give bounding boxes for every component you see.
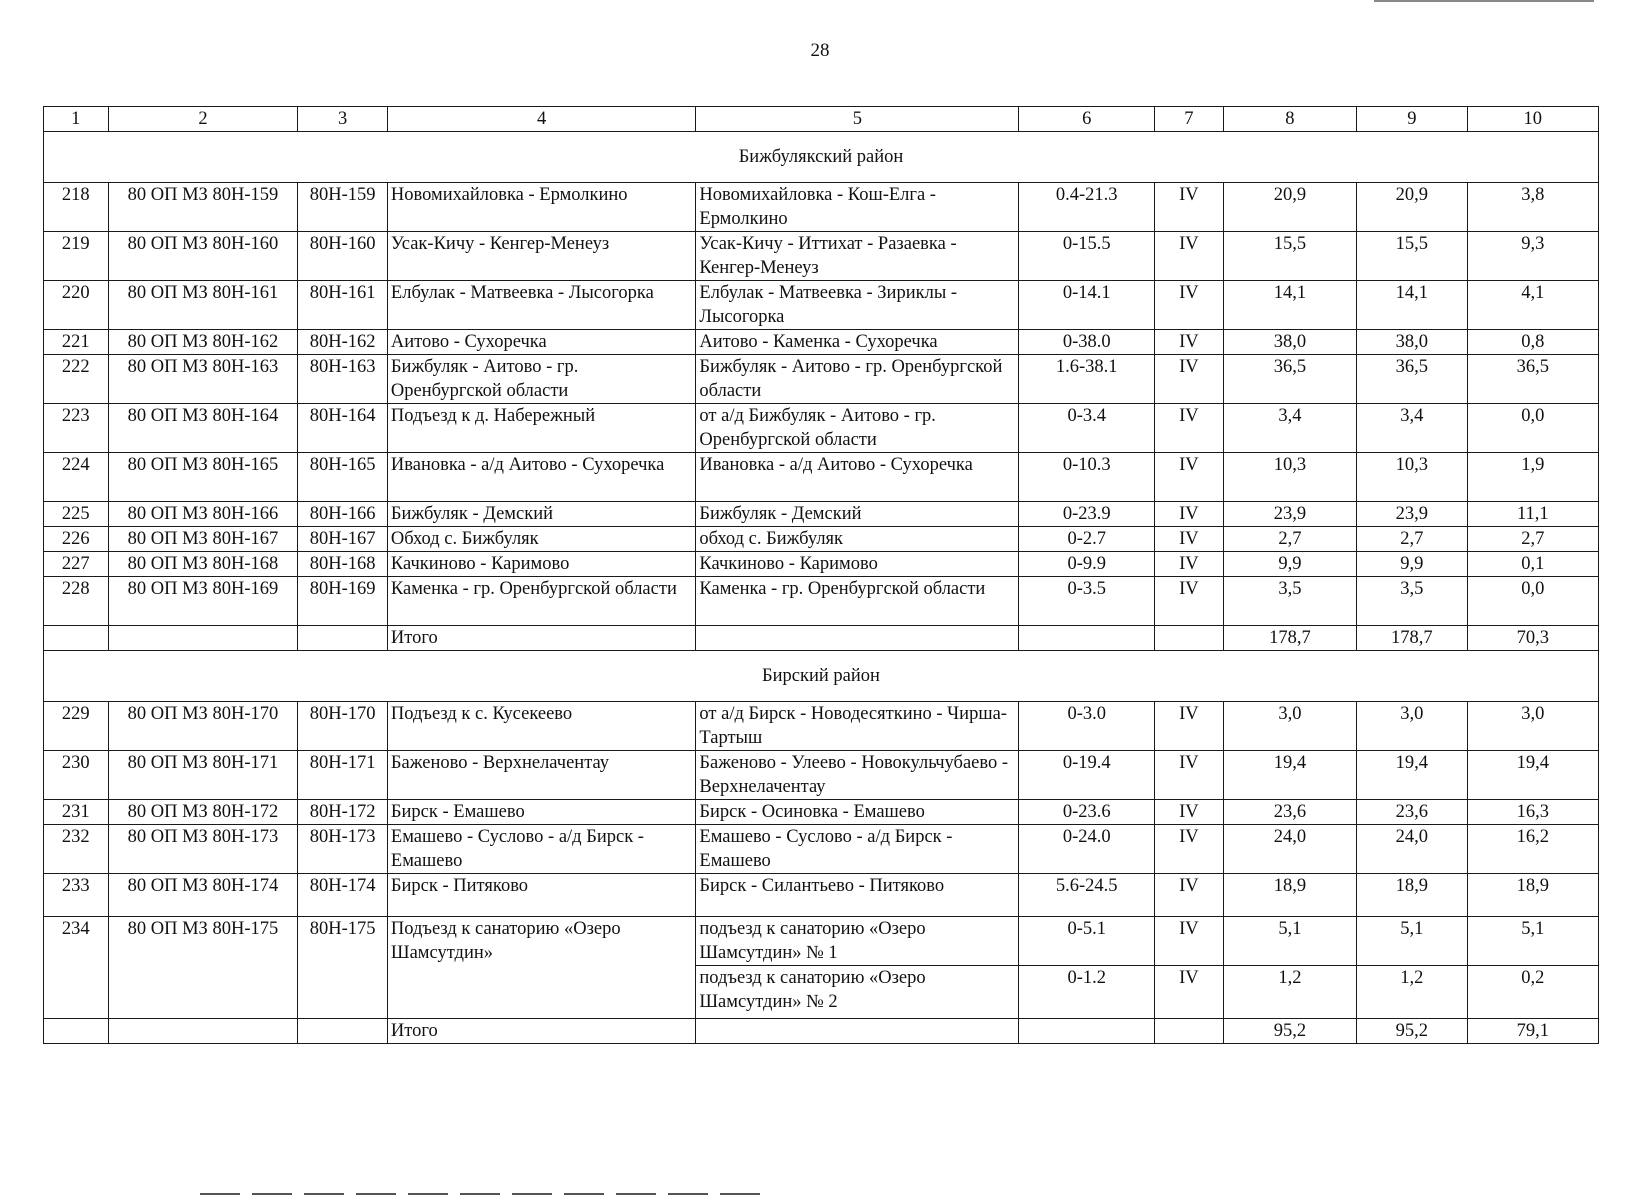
road-name: Качкиново - Каримово	[387, 552, 695, 577]
road-km-range: 0-3.5	[1019, 577, 1154, 626]
length-col-10: 9,3	[1467, 232, 1598, 281]
length-col-8: 3,0	[1223, 702, 1356, 751]
road-code: 80Н-160	[298, 232, 388, 281]
road-id: 80 ОП МЗ 80Н-165	[108, 453, 298, 502]
length-col-8: 2,7	[1223, 527, 1356, 552]
road-category: IV	[1154, 702, 1223, 751]
road-code: 80Н-159	[298, 183, 388, 232]
table-row	[44, 232, 1599, 281]
empty-cell	[696, 626, 1019, 651]
row-number: 232	[44, 825, 109, 874]
district-header-row	[44, 651, 1599, 702]
length-col-10: 19,4	[1467, 751, 1598, 800]
road-name: Бирск - Питяково	[387, 874, 695, 917]
length-col-8: 38,0	[1223, 330, 1356, 355]
road-km-range: 0-10.3	[1019, 453, 1154, 502]
table-row	[44, 281, 1599, 330]
road-code: 80Н-169	[298, 577, 388, 626]
length-col-10: 0,8	[1467, 330, 1598, 355]
road-route: Усак-Кичу - Иттихат - Разаевка - Кенгер-Менеуз	[696, 232, 1019, 281]
row-number: 219	[44, 232, 109, 281]
road-id: 80 ОП МЗ 80Н-174	[108, 874, 298, 917]
page-number: 28	[810, 40, 830, 61]
road-code: 80Н-161	[298, 281, 388, 330]
road-category: IV	[1154, 355, 1223, 404]
table-body	[44, 107, 1599, 1044]
column-number-cell: 5	[696, 107, 1019, 132]
road-route: Аитово - Каменка - Сухоречка	[696, 330, 1019, 355]
empty-cell	[696, 1019, 1019, 1044]
length-col-8: 1,2	[1223, 966, 1356, 1019]
road-km-range: 0-3.4	[1019, 404, 1154, 453]
road-km-range: 0-24.0	[1019, 825, 1154, 874]
road-km-range: 5.6-24.5	[1019, 874, 1154, 917]
road-code: 80Н-163	[298, 355, 388, 404]
road-code: 80Н-174	[298, 874, 388, 917]
row-number: 228	[44, 577, 109, 626]
road-route: Бижбуляк - Аитово - гр. Оренбургской области	[696, 355, 1019, 404]
empty-cell	[108, 1019, 298, 1044]
empty-cell	[108, 626, 298, 651]
length-col-10: 0,0	[1467, 577, 1598, 626]
empty-cell	[44, 1019, 109, 1044]
road-code: 80Н-171	[298, 751, 388, 800]
length-col-10: 0,1	[1467, 552, 1598, 577]
length-col-8: 3,4	[1223, 404, 1356, 453]
road-route: от а/д Бирск - Новодесяткино - Чирша-Тартыш	[696, 702, 1019, 751]
road-route: Баженово - Улеево - Новокульчубаево - Верхнелачентау	[696, 751, 1019, 800]
length-col-9: 20,9	[1357, 183, 1467, 232]
table-row	[44, 404, 1599, 453]
length-col-10: 0,0	[1467, 404, 1598, 453]
length-col-8: 10,3	[1223, 453, 1356, 502]
length-col-9: 19,4	[1357, 751, 1467, 800]
length-col-9: 3,5	[1357, 577, 1467, 626]
road-category: IV	[1154, 751, 1223, 800]
road-route: Бижбуляк - Демский	[696, 502, 1019, 527]
road-id: 80 ОП МЗ 80Н-175	[108, 917, 298, 1019]
row-number: 234	[44, 917, 109, 1019]
road-code: 80Н-165	[298, 453, 388, 502]
road-code: 80Н-175	[298, 917, 388, 1019]
table-row	[44, 874, 1599, 917]
road-km-range: 0-1.2	[1019, 966, 1154, 1019]
length-col-8: 20,9	[1223, 183, 1356, 232]
column-number-cell: 6	[1019, 107, 1154, 132]
length-col-9: 23,6	[1357, 800, 1467, 825]
road-name: Аитово - Сухоречка	[387, 330, 695, 355]
total-label: Итого	[387, 626, 695, 651]
road-category: IV	[1154, 527, 1223, 552]
column-number-cell: 2	[108, 107, 298, 132]
road-km-range: 0-15.5	[1019, 232, 1154, 281]
row-number: 233	[44, 874, 109, 917]
length-col-8: 23,9	[1223, 502, 1356, 527]
road-category: IV	[1154, 453, 1223, 502]
row-number: 227	[44, 552, 109, 577]
road-code: 80Н-166	[298, 502, 388, 527]
length-col-8: 24,0	[1223, 825, 1356, 874]
road-name: Обход с. Бижбуляк	[387, 527, 695, 552]
length-col-9: 23,9	[1357, 502, 1467, 527]
road-category: IV	[1154, 183, 1223, 232]
length-col-8: 19,4	[1223, 751, 1356, 800]
length-col-9: 14,1	[1357, 281, 1467, 330]
length-col-10: 5,1	[1467, 917, 1598, 966]
road-name: Подъезд к санаторию «Озеро Шамсутдин»	[387, 917, 695, 1019]
total-row	[44, 1019, 1599, 1044]
road-name: Ивановка - а/д Аитово - Сухоречка	[387, 453, 695, 502]
road-id: 80 ОП МЗ 80Н-162	[108, 330, 298, 355]
road-category: IV	[1154, 552, 1223, 577]
road-id: 80 ОП МЗ 80Н-167	[108, 527, 298, 552]
road-km-range: 0-9.9	[1019, 552, 1154, 577]
total-col-8: 178,7	[1223, 626, 1356, 651]
road-id: 80 ОП МЗ 80Н-163	[108, 355, 298, 404]
road-id: 80 ОП МЗ 80Н-168	[108, 552, 298, 577]
road-category: IV	[1154, 577, 1223, 626]
road-category: IV	[1154, 874, 1223, 917]
column-number-cell: 7	[1154, 107, 1223, 132]
column-number-cell: 4	[387, 107, 695, 132]
column-number-row	[44, 107, 1599, 132]
row-number: 229	[44, 702, 109, 751]
length-col-10: 18,9	[1467, 874, 1598, 917]
length-col-8: 36,5	[1223, 355, 1356, 404]
road-km-range: 0.4-21.3	[1019, 183, 1154, 232]
length-col-10: 16,3	[1467, 800, 1598, 825]
road-route: подъезд к санаторию «Озеро Шамсутдин» № 2	[696, 966, 1019, 1019]
table-row	[44, 800, 1599, 825]
table-row	[44, 453, 1599, 502]
road-id: 80 ОП МЗ 80Н-169	[108, 577, 298, 626]
length-col-9: 38,0	[1357, 330, 1467, 355]
length-col-9: 24,0	[1357, 825, 1467, 874]
length-col-9: 5,1	[1357, 917, 1467, 966]
road-category: IV	[1154, 966, 1223, 1019]
length-col-10: 1,9	[1467, 453, 1598, 502]
length-col-9: 3,0	[1357, 702, 1467, 751]
row-number: 230	[44, 751, 109, 800]
road-route: Емашево - Суслово - а/д Бирск - Емашево	[696, 825, 1019, 874]
road-name: Подъезд к д. Набережный	[387, 404, 695, 453]
length-col-9: 36,5	[1357, 355, 1467, 404]
empty-cell	[44, 626, 109, 651]
district-name: Бирский район	[44, 651, 1599, 702]
row-number: 224	[44, 453, 109, 502]
row-number: 225	[44, 502, 109, 527]
length-col-8: 15,5	[1223, 232, 1356, 281]
road-category: IV	[1154, 502, 1223, 527]
length-col-9: 2,7	[1357, 527, 1467, 552]
road-category: IV	[1154, 917, 1223, 966]
road-category: IV	[1154, 232, 1223, 281]
empty-cell	[298, 626, 388, 651]
road-code: 80Н-173	[298, 825, 388, 874]
total-col-10: 70,3	[1467, 626, 1598, 651]
road-name: Бижбуляк - Аитово - гр. Оренбургской области	[387, 355, 695, 404]
length-col-10: 3,8	[1467, 183, 1598, 232]
road-name: Баженово - Верхнелачентау	[387, 751, 695, 800]
table-row	[44, 527, 1599, 552]
table-row	[44, 552, 1599, 577]
row-number: 221	[44, 330, 109, 355]
length-col-10: 16,2	[1467, 825, 1598, 874]
road-code: 80Н-168	[298, 552, 388, 577]
total-label: Итого	[387, 1019, 695, 1044]
road-route: от а/д Бижбуляк - Аитово - гр. Оренбургской области	[696, 404, 1019, 453]
road-name: Емашево - Суслово - а/д Бирск - Емашево	[387, 825, 695, 874]
road-category: IV	[1154, 404, 1223, 453]
column-number-cell: 3	[298, 107, 388, 132]
row-number: 218	[44, 183, 109, 232]
length-col-10: 36,5	[1467, 355, 1598, 404]
road-route: Ивановка - а/д Аитово - Сухоречка	[696, 453, 1019, 502]
table-row	[44, 577, 1599, 626]
table-row	[44, 330, 1599, 355]
road-km-range: 1.6-38.1	[1019, 355, 1154, 404]
road-name: Подъезд к с. Кусекеево	[387, 702, 695, 751]
table-row	[44, 502, 1599, 527]
road-id: 80 ОП МЗ 80Н-166	[108, 502, 298, 527]
table-row	[44, 702, 1599, 751]
length-col-9: 9,9	[1357, 552, 1467, 577]
road-km-range: 0-3.0	[1019, 702, 1154, 751]
length-col-9: 1,2	[1357, 966, 1467, 1019]
road-category: IV	[1154, 330, 1223, 355]
road-name: Елбулак - Матвеевка - Лысогорка	[387, 281, 695, 330]
table-row	[44, 355, 1599, 404]
road-id: 80 ОП МЗ 80Н-160	[108, 232, 298, 281]
road-category: IV	[1154, 800, 1223, 825]
road-route: обход с. Бижбуляк	[696, 527, 1019, 552]
road-code: 80Н-172	[298, 800, 388, 825]
length-col-9: 15,5	[1357, 232, 1467, 281]
road-route: Бирск - Силантьево - Питяково	[696, 874, 1019, 917]
row-number: 220	[44, 281, 109, 330]
length-col-8: 5,1	[1223, 917, 1356, 966]
length-col-8: 14,1	[1223, 281, 1356, 330]
total-col-9: 178,7	[1357, 626, 1467, 651]
total-col-10: 79,1	[1467, 1019, 1598, 1044]
scan-edge-mark	[1374, 0, 1594, 2]
table-row	[44, 917, 1599, 966]
scan-bottom-strip	[200, 1193, 760, 1195]
length-col-10: 3,0	[1467, 702, 1598, 751]
total-row	[44, 626, 1599, 651]
length-col-10: 2,7	[1467, 527, 1598, 552]
road-km-range: 0-23.9	[1019, 502, 1154, 527]
road-id: 80 ОП МЗ 80Н-173	[108, 825, 298, 874]
road-route: Бирск - Осиновка - Емашево	[696, 800, 1019, 825]
length-col-8: 23,6	[1223, 800, 1356, 825]
empty-cell	[1019, 626, 1154, 651]
road-id: 80 ОП МЗ 80Н-170	[108, 702, 298, 751]
road-code: 80Н-167	[298, 527, 388, 552]
length-col-10: 0,2	[1467, 966, 1598, 1019]
road-km-range: 0-5.1	[1019, 917, 1154, 966]
row-number: 223	[44, 404, 109, 453]
empty-cell	[1019, 1019, 1154, 1044]
road-id: 80 ОП МЗ 80Н-161	[108, 281, 298, 330]
column-number-cell: 9	[1357, 107, 1467, 132]
road-id: 80 ОП МЗ 80Н-171	[108, 751, 298, 800]
road-name: Усак-Кичу - Кенгер-Менеуз	[387, 232, 695, 281]
row-number: 226	[44, 527, 109, 552]
row-number: 222	[44, 355, 109, 404]
length-col-10: 11,1	[1467, 502, 1598, 527]
road-name: Бижбуляк - Демский	[387, 502, 695, 527]
district-name: Бижбулякский район	[44, 132, 1599, 183]
road-km-range: 0-38.0	[1019, 330, 1154, 355]
road-code: 80Н-170	[298, 702, 388, 751]
road-route: подъезд к санаторию «Озеро Шамсутдин» № 1	[696, 917, 1019, 966]
road-route: Новомихайловка - Кош-Елга - Ермолкино	[696, 183, 1019, 232]
column-number-cell: 10	[1467, 107, 1598, 132]
road-name: Каменка - гр. Оренбургской области	[387, 577, 695, 626]
road-category: IV	[1154, 281, 1223, 330]
district-header-row	[44, 132, 1599, 183]
length-col-8: 18,9	[1223, 874, 1356, 917]
length-col-10: 4,1	[1467, 281, 1598, 330]
length-col-8: 9,9	[1223, 552, 1356, 577]
road-route: Каменка - гр. Оренбургской области	[696, 577, 1019, 626]
road-name: Бирск - Емашево	[387, 800, 695, 825]
table-row	[44, 825, 1599, 874]
total-col-9: 95,2	[1357, 1019, 1467, 1044]
road-name: Новомихайловка - Ермолкино	[387, 183, 695, 232]
road-category: IV	[1154, 825, 1223, 874]
length-col-8: 3,5	[1223, 577, 1356, 626]
length-col-9: 3,4	[1357, 404, 1467, 453]
length-col-9: 18,9	[1357, 874, 1467, 917]
road-km-range: 0-2.7	[1019, 527, 1154, 552]
road-route: Качкиново - Каримово	[696, 552, 1019, 577]
road-km-range: 0-19.4	[1019, 751, 1154, 800]
road-code: 80Н-164	[298, 404, 388, 453]
empty-cell	[298, 1019, 388, 1044]
road-id: 80 ОП МЗ 80Н-159	[108, 183, 298, 232]
empty-cell	[1154, 626, 1223, 651]
column-number-cell: 8	[1223, 107, 1356, 132]
table-row	[44, 183, 1599, 232]
total-col-8: 95,2	[1223, 1019, 1356, 1044]
road-id: 80 ОП МЗ 80Н-164	[108, 404, 298, 453]
column-number-cell: 1	[44, 107, 109, 132]
road-id: 80 ОП МЗ 80Н-172	[108, 800, 298, 825]
road-code: 80Н-162	[298, 330, 388, 355]
road-route: Елбулак - Матвеевка - Зириклы - Лысогорка	[696, 281, 1019, 330]
road-km-range: 0-23.6	[1019, 800, 1154, 825]
length-col-9: 10,3	[1357, 453, 1467, 502]
row-number: 231	[44, 800, 109, 825]
table-row	[44, 751, 1599, 800]
empty-cell	[1154, 1019, 1223, 1044]
road-km-range: 0-14.1	[1019, 281, 1154, 330]
roads-table	[43, 106, 1599, 1044]
